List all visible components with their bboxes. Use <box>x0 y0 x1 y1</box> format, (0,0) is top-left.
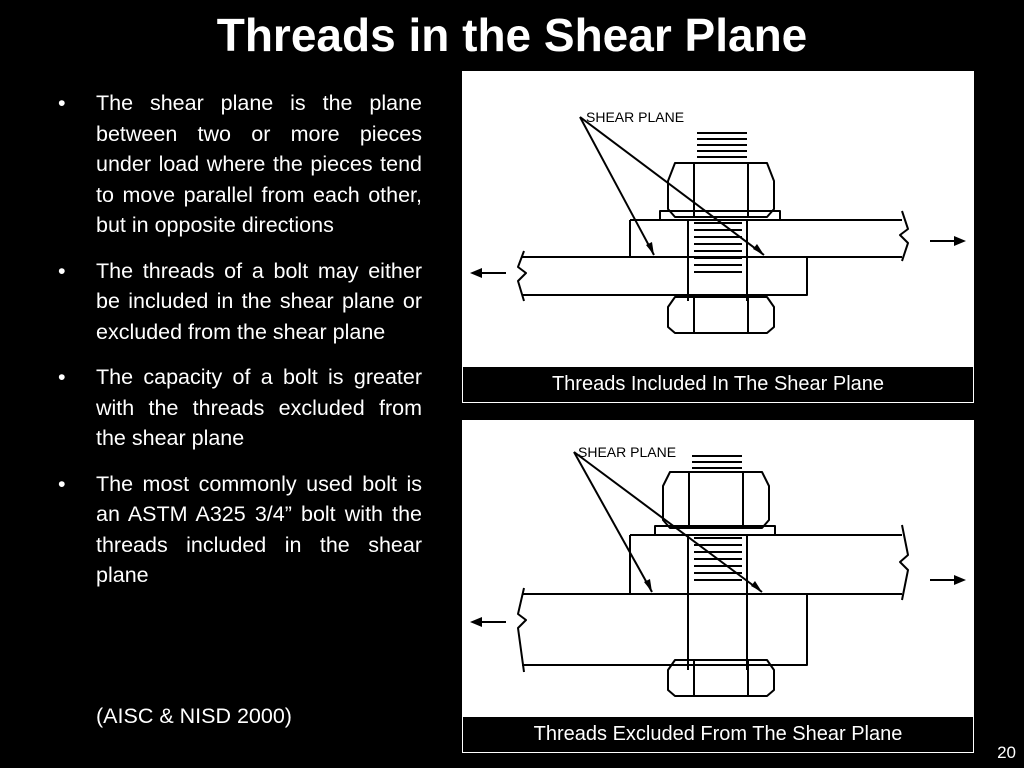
citation: (AISC & NISD 2000) <box>96 704 292 728</box>
bullet-list <box>58 88 422 606</box>
figure-threads-included <box>462 71 974 367</box>
bullet-item <box>58 362 422 454</box>
shear-plane-label: SHEAR PLANE <box>578 444 677 460</box>
bullet-dot: • <box>58 258 66 283</box>
bullet-text: The capacity of a bolt is greater with the threads excluded from the shear plane <box>96 365 422 450</box>
shear-plane-label: SHEAR PLANE <box>586 109 685 125</box>
figure-caption-included: Threads Included In The Shear Plane <box>462 366 974 403</box>
bolt-tail-threads <box>692 456 742 468</box>
bottom-plate <box>522 594 807 665</box>
bullet-text: The shear plane is the plane between two or more pieces under load where the pieces tend to move parallel from each other, but in opposite directions <box>96 91 422 237</box>
page-number: 20 <box>997 743 1016 762</box>
bullet-text: The threads of a bolt may either be included in the shear plane or excluded from the shear plane <box>96 258 422 344</box>
bullet-item <box>58 256 422 348</box>
shank-threads <box>694 223 742 272</box>
figure-caption-excluded: Threads Excluded From The Shear Plane <box>462 716 974 753</box>
bullet-dot: • <box>58 365 66 389</box>
bolt-head <box>668 297 774 333</box>
nut <box>663 472 769 528</box>
top-plate <box>630 535 902 594</box>
bullet-dot: • <box>58 471 66 496</box>
bolt-tail-threads <box>697 133 747 157</box>
slide-title: Threads in the Shear Plane <box>216 9 808 61</box>
bullet-item <box>58 469 422 591</box>
bullet-text: The most commonly used bolt is an ASTM A325 3/4” bolt with the threads included in the shear plane <box>96 471 422 587</box>
figure-threads-excluded <box>462 420 974 716</box>
bolt-diagram-excluded <box>462 420 974 716</box>
nut <box>668 163 774 217</box>
bullet-item <box>58 88 422 241</box>
bullet-dot: • <box>58 91 66 115</box>
bolt-diagram-included <box>462 71 974 367</box>
washer <box>660 211 780 220</box>
bottom-plate <box>522 257 807 295</box>
top-plate <box>630 220 902 257</box>
